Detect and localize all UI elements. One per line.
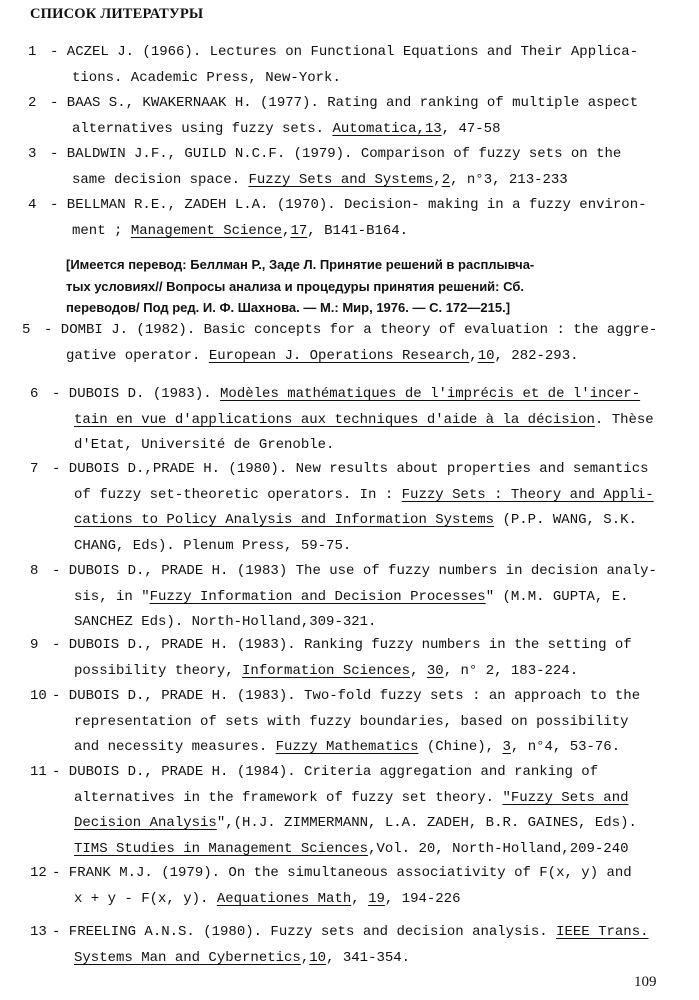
underlined-source: TIMS Studies in Management Sciences — [74, 840, 369, 857]
reference-text: and necessity measures. — [74, 739, 276, 755]
underlined-source: 2 — [441, 171, 451, 188]
reference-entry — [30, 382, 654, 459]
reference-number: 12 — [30, 865, 47, 881]
reference-text: , — [410, 662, 427, 679]
reference-text: ",(H.J. ZIMMERMANN, L.A. ZADEH, B.R. GAINES, Eds). — [216, 815, 637, 831]
reference-text: tions. Academic Press, New-York. — [72, 69, 341, 86]
underlined-source: Decision Analysis — [74, 815, 217, 831]
underlined-source: Fuzzy Mathematics — [275, 739, 419, 755]
reference-text: , n° 2, 183-224. — [443, 662, 579, 679]
reference-text: , 47-58 — [441, 120, 501, 137]
reference-entry — [30, 861, 632, 912]
underlined-source: tain en vue d'applications aux techniques d'aide à la décision — [74, 411, 595, 428]
underlined-source: 30 — [426, 662, 444, 679]
reference-text: - BELLMAN R.E., ZADEH L.A. (1970). Decision- making in a fuzzy environ- — [50, 197, 647, 213]
underlined-source: Fuzzy Sets and Systems — [248, 171, 434, 188]
reference-number: 10 — [30, 688, 47, 704]
underlined-source: Fuzzy Information and Decision Processes — [149, 588, 486, 605]
reference-line — [52, 382, 640, 408]
reference-text: gative operator. — [66, 347, 209, 364]
reference-line — [52, 559, 657, 585]
reference-entry — [22, 318, 658, 369]
underlined-source: Management Science — [130, 222, 283, 239]
reference-line — [52, 633, 632, 659]
reference-line — [72, 168, 643, 194]
reference-text: - BAAS S., KWAKERNAAK H. (1977). Rating and ranking of multiple aspect — [50, 95, 639, 111]
reference-text: , — [469, 347, 478, 364]
reference-text: (P.P. WANG, S.K. — [494, 512, 637, 528]
reference-text: - DUBOIS D., PRADE H. (1983) The use of fuzzy numbers in decision analy- — [52, 563, 657, 579]
reference-text: x + y - F(x, y). — [74, 890, 217, 907]
reference-line — [44, 318, 657, 344]
reference-line — [52, 920, 649, 946]
page-number: 109 — [634, 974, 657, 990]
reference-line — [74, 735, 662, 761]
reference-text: - DOMBI J. (1982). Basic concepts for a theory of evaluation : the aggre- — [44, 322, 658, 338]
reference-text: alternatives in the framework of fuzzy set theory. — [74, 789, 503, 806]
translation-note — [66, 254, 534, 319]
reference-line — [74, 508, 671, 534]
underlined-source: European J. Operations Research — [208, 347, 470, 364]
reference-text: representation of sets with fuzzy boundaries, based on possibility — [74, 713, 629, 730]
reference-number: 8 — [30, 563, 39, 579]
underlined-source: Modèles mathématiques de l'imprécis et de l'incer- — [220, 386, 641, 402]
reference-number: 1 — [28, 44, 37, 60]
reference-line — [74, 786, 637, 812]
translation-note-line: переводов/ Под ред. И. Ф. Шахнова. — М.: Мир, 1976. — С. 172—215.] — [66, 300, 511, 315]
underlined-source: 10 — [309, 949, 327, 966]
underlined-source: Systems Man and Cybernetics — [74, 949, 301, 966]
underlined-source: 19 — [368, 890, 385, 907]
reference-line — [74, 811, 637, 837]
underlined-source: Information Sciences — [242, 662, 411, 679]
reference-line — [74, 837, 637, 863]
reference-text: ment ; — [72, 222, 131, 239]
reference-line — [74, 710, 662, 736]
reference-line — [74, 483, 671, 509]
reference-text: , — [351, 890, 369, 907]
reference-line — [72, 117, 660, 143]
reference-line — [50, 142, 621, 168]
reference-text: , 341-354. — [326, 949, 411, 966]
underlined-source: 3 — [502, 739, 511, 755]
reference-text: , — [300, 949, 310, 966]
reference-text: , — [433, 171, 442, 188]
reference-text: SANCHEZ Eds). North-Holland,309-321. — [74, 614, 377, 630]
reference-entry — [28, 142, 622, 193]
reference-text: - DUBOIS D. (1983). — [52, 386, 221, 402]
reference-text: , 194-226 — [384, 890, 461, 907]
reference-text: - DUBOIS D., PRADE H. (1983). Two-fold fuzzy sets : an approach to the — [52, 688, 641, 704]
reference-text: - FRANK M.J. (1979). On the simultaneous associativity of F(x, y) and — [52, 865, 632, 881]
reference-entry — [28, 40, 639, 91]
reference-text: , 282-293. — [494, 347, 579, 364]
reference-entry — [30, 559, 657, 636]
reference-line — [72, 66, 660, 92]
reference-line — [50, 193, 647, 219]
underlined-source: 17 — [290, 222, 308, 239]
underlined-source: "Fuzzy Sets and — [502, 789, 629, 806]
reference-line — [50, 40, 638, 66]
reference-text: sis, in " — [74, 588, 150, 605]
reference-entry — [30, 633, 632, 684]
translation-note-line: [Имеется перевод: Беллман Р., Заде Л. Принятие решений в расплывча- — [66, 257, 535, 272]
reference-entry — [30, 760, 637, 862]
reference-line — [74, 408, 662, 434]
page-heading: СПИСОК ЛИТЕРАТУРЫ — [30, 6, 204, 22]
reference-number: 3 — [28, 146, 37, 162]
reference-text: same decision space. — [72, 171, 249, 188]
reference-text: , n°4, 53-76. — [510, 739, 621, 755]
reference-number: 4 — [28, 197, 37, 213]
reference-text: - ACZEL J. (1966). Lectures on Functional Equations and Their Applica- — [50, 44, 639, 60]
reference-text: of fuzzy set-theoretic operators. In : — [74, 486, 402, 503]
reference-line — [66, 344, 679, 370]
reference-number: 5 — [22, 322, 31, 338]
reference-line — [52, 684, 640, 710]
reference-text: , — [282, 222, 291, 239]
reference-text: alternatives using fuzzy sets. — [72, 120, 333, 137]
reference-text: " (M.M. GUPTA, E. — [485, 588, 629, 605]
reference-line — [74, 433, 662, 459]
reference-line — [50, 91, 638, 117]
reference-entry — [28, 91, 639, 142]
reference-line — [74, 946, 671, 972]
reference-number: 9 — [30, 637, 39, 653]
reference-number: 11 — [30, 764, 47, 780]
reference-number: 7 — [30, 461, 39, 477]
reference-text: , n°3, 213-233 — [450, 171, 568, 188]
reference-line — [74, 610, 679, 636]
reference-line — [74, 534, 671, 560]
reference-entry — [28, 193, 647, 244]
reference-text: . Thèse — [594, 411, 654, 428]
reference-text: d'Etat, Université de Grenoble. — [74, 437, 335, 453]
reference-text: CHANG, Eds). Plenum Press, 59-75. — [74, 537, 352, 554]
reference-text: (Chine), — [418, 739, 503, 755]
reference-line — [52, 760, 615, 786]
reference-text: possibility theory, — [74, 662, 243, 679]
reference-line — [74, 887, 654, 913]
reference-number: 6 — [30, 386, 39, 402]
underlined-source: Aequationes Math — [216, 890, 352, 907]
reference-line — [74, 659, 654, 685]
reference-text: ,Vol. 20, North-Holland,209-240 — [368, 840, 629, 857]
underlined-source: IEEE Trans. — [556, 924, 649, 940]
reference-text: - DUBOIS D.,PRADE H. (1980). New results about properties and semantics — [52, 461, 649, 477]
reference-number: 2 — [28, 95, 37, 111]
reference-entry — [30, 457, 654, 559]
reference-line — [52, 457, 649, 483]
reference-entry — [30, 920, 649, 971]
reference-text: - FREELING A.N.S. (1980). Fuzzy sets and decision analysis. — [52, 924, 557, 940]
reference-line — [74, 585, 679, 611]
underlined-source: Automatica,13 — [332, 120, 442, 137]
underlined-source: 10 — [477, 347, 495, 364]
reference-text: - DUBOIS D., PRADE H. (1984). Criteria aggregation and ranking of — [52, 764, 599, 780]
underlined-source: cations to Policy Analysis and Information Systems — [74, 512, 495, 528]
underlined-source: Fuzzy Sets : Theory and Appli- — [401, 486, 654, 503]
reference-text: - BALDWIN J.F., GUILD N.C.F. (1979). Comparison of fuzzy sets on the — [50, 146, 622, 162]
translation-note-line: тых условиях// Вопросы анализа и процедуры принятия решений: Сб. — [66, 278, 524, 294]
reference-line — [52, 861, 632, 887]
reference-text: - DUBOIS D., PRADE H. (1983). Ranking fuzzy numbers in the setting of — [52, 637, 632, 653]
reference-text: , B141-B164. — [307, 222, 409, 239]
reference-number: 13 — [30, 924, 47, 940]
reference-entry — [30, 684, 641, 761]
reference-line — [72, 219, 669, 245]
